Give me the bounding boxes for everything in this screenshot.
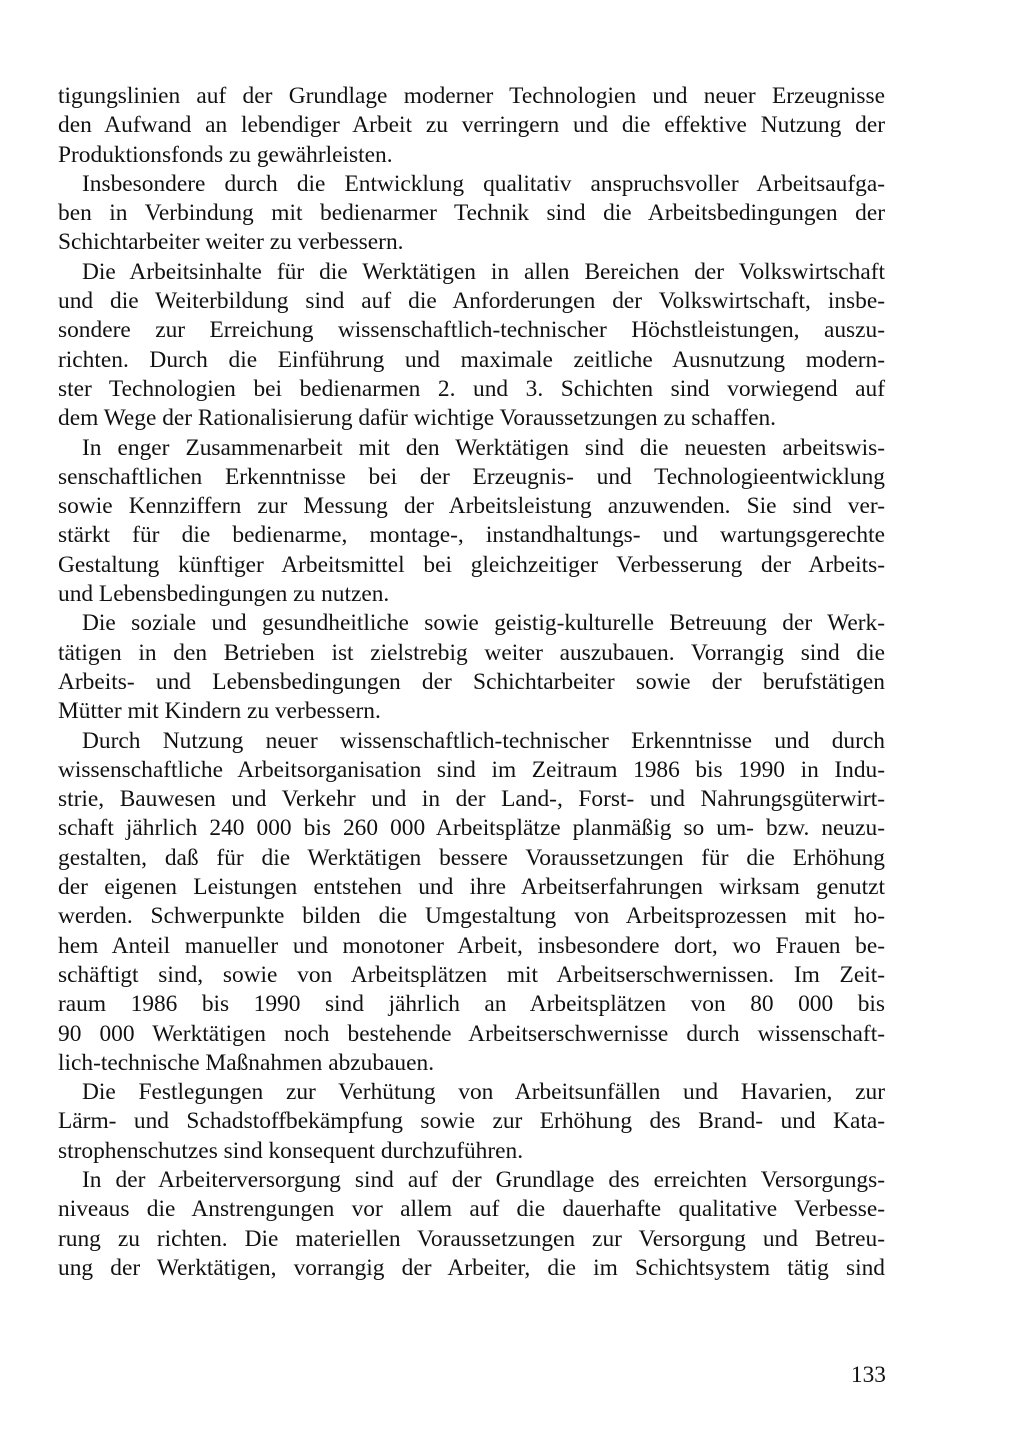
text-line: den Aufwand an lebendiger Arbeit zu verringern und die effektive Nutzung der — [58, 112, 885, 139]
paragraph — [58, 258, 885, 434]
text-line: dem Wege der Rationalisierung dafür wichtige Voraussetzungen zu schaffen. — [58, 405, 777, 432]
text-line: In enger Zusammenarbeit mit den Werktätigen sind die neuesten arbeitswis- — [82, 434, 885, 461]
paragraph — [58, 434, 885, 610]
text-line: ster Technologien bei bedienarmen 2. und 3. Schichten sind vorwiegend auf — [58, 375, 885, 402]
text-line: strophenschutzes sind konsequent durchzuführen. — [58, 1137, 524, 1164]
text-line: schaft jährlich 240 000 bis 260 000 Arbeitsplätze planmäßig so um- bzw. neuzu- — [58, 815, 885, 842]
text-line: wissenschaftliche Arbeitsorganisation sind im Zeitraum 1986 bis 1990 in Indu- — [58, 756, 885, 783]
page-number: 133 — [850, 1362, 886, 1388]
text-line: und die Weiterbildung sind auf die Anforderungen der Volkswirtschaft, insbe- — [58, 288, 885, 315]
paragraph — [58, 609, 885, 726]
page-body — [58, 82, 885, 1283]
text-line: Arbeits- und Lebensbedingungen der Schichtarbeiter sowie der berufstätigen — [58, 668, 885, 695]
text-line: und Lebensbedingungen zu nutzen. — [58, 581, 390, 608]
text-line: Produktionsfonds zu gewährleisten. — [58, 141, 393, 168]
text-line: niveaus die Anstrengungen vor allem auf die dauerhafte qualitative Verbesse- — [58, 1196, 885, 1223]
text-line: raum 1986 bis 1990 sind jährlich an Arbeitsplätzen von 80 000 bis — [58, 991, 885, 1018]
text-line: Gestaltung künftiger Arbeitsmittel bei gleichzeitiger Verbesserung der Arbeits- — [58, 551, 885, 578]
text-line: In der Arbeiterversorgung sind auf der Grundlage des erreichten Versorgungs- — [82, 1166, 885, 1193]
text-line: gestalten, daß für die Werktätigen bessere Voraussetzungen für die Erhöhung — [58, 844, 885, 871]
text-line: richten. Durch die Einführung und maximale zeitliche Ausnutzung modern- — [58, 346, 885, 373]
text-line: tätigen in den Betrieben ist zielstrebig weiter auszubauen. Vorrangig sind die — [58, 639, 885, 666]
text-line: tigungslinien auf der Grundlage moderner Technologien und neuer Erzeugnisse — [58, 83, 885, 109]
text-line: rung zu richten. Die materiellen Voraussetzungen zur Versorgung und Betreu- — [58, 1225, 885, 1252]
text-line: 90 000 Werktätigen noch bestehende Arbeitserschwernisse durch wissenschaft- — [58, 1020, 885, 1047]
text-line: ung der Werktätigen, vorrangig der Arbeiter, die im Schichtsystem tätig sind — [58, 1254, 885, 1281]
text-line: werden. Schwerpunkte bilden die Umgestaltung von Arbeitsprozessen mit ho- — [58, 903, 885, 930]
text-line: Insbesondere durch die Entwicklung qualitativ anspruchsvoller Arbeitsaufga- — [82, 170, 885, 197]
text-line: stärkt für die bedienarme, montage-, instandhaltungs- und wartungsgerechte — [58, 522, 885, 549]
paragraph — [58, 170, 885, 258]
paragraph — [58, 82, 885, 170]
text-line: Die soziale und gesundheitliche sowie geistig-kulturelle Betreuung der Werk- — [82, 610, 885, 637]
text-line: senschaftlichen Erkenntnisse bei der Erzeugnis- und Technologieentwicklung — [58, 463, 885, 490]
paragraph — [58, 727, 885, 1079]
text-line: Durch Nutzung neuer wissenschaftlich-technischer Erkenntnisse und durch — [82, 727, 885, 754]
text-line: hem Anteil manueller und monotoner Arbeit, insbesondere dort, wo Frauen be- — [58, 932, 885, 959]
text-line: Mütter mit Kindern zu verbessern. — [58, 698, 381, 725]
text-line: strie, Bauwesen und Verkehr und in der Land-, Forst- und Nahrungsgüterwirt- — [58, 786, 885, 813]
text-line: lich-technische Maßnahmen abzubauen. — [58, 1049, 435, 1076]
text-line: Die Festlegungen zur Verhütung von Arbeitsunfällen und Havarien, zur — [82, 1079, 885, 1106]
text-line: schäftigt sind, sowie von Arbeitsplätzen mit Arbeitserschwernissen. Im Zeit- — [58, 961, 885, 988]
text-line: der eigenen Leistungen entstehen und ihre Arbeitserfahrungen wirksam genutzt — [58, 874, 885, 901]
text-line: sowie Kennziffern zur Messung der Arbeitsleistung anzuwenden. Sie sind ver- — [58, 493, 885, 520]
text-line: ben in Verbindung mit bedienarmer Technik sind die Arbeitsbedingungen der — [58, 200, 885, 227]
paragraph-container — [58, 82, 885, 1283]
paragraph — [58, 1078, 885, 1166]
text-line: Schichtarbeiter weiter zu verbessern. — [58, 229, 404, 256]
text-line: Lärm- und Schadstoffbekämpfung sowie zur Erhöhung des Brand- und Kata- — [58, 1108, 885, 1135]
text-line: Die Arbeitsinhalte für die Werktätigen in allen Bereichen der Volkswirtschaft — [82, 258, 885, 285]
paragraph — [58, 1166, 885, 1283]
text-line: sondere zur Erreichung wissenschaftlich-technischer Höchstleistungen, auszu- — [58, 317, 885, 344]
